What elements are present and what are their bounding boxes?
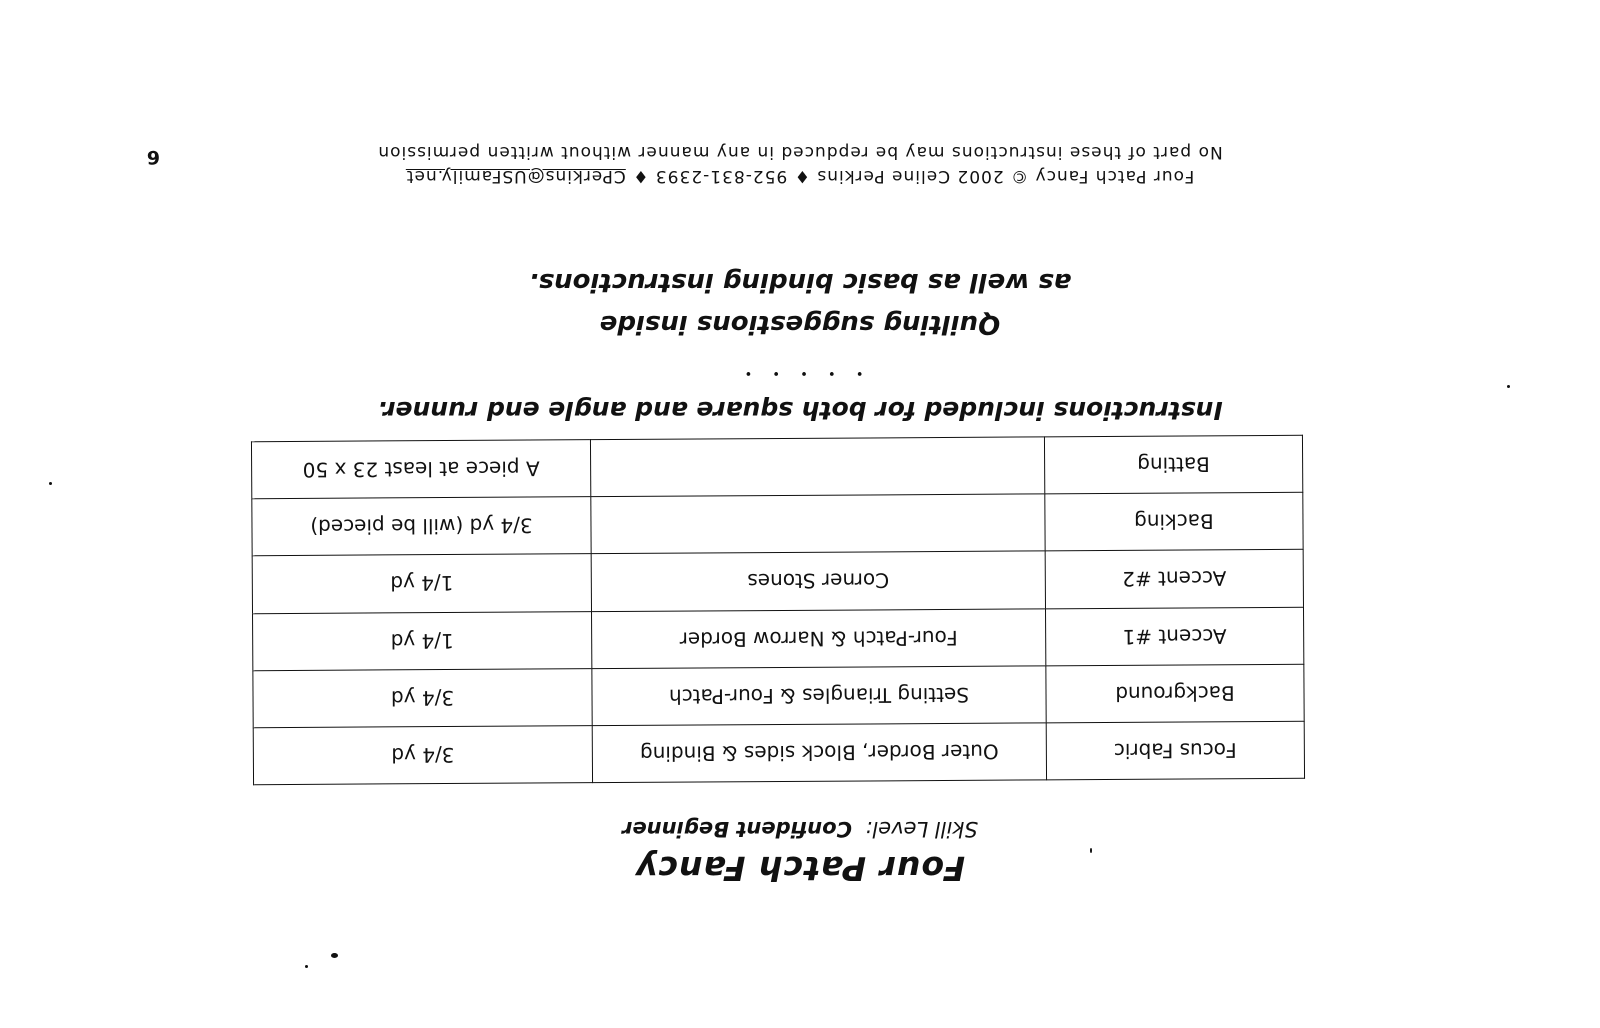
materials-row-batting [251,435,1302,499]
fabric-use-cell: Setting Triangles & Four-Patch [592,666,1046,726]
scan-speck [1090,848,1092,853]
footer-bullet-1: ♦ [793,166,810,186]
skill-level-label: Skill Level: [865,817,978,841]
fabric-amount-cell: 1/4 yd [253,611,592,670]
page-number: 6 [146,146,160,168]
scan-speck [49,482,52,485]
footer-permission: No part of these instructions may be repduced in any manner without written permission [377,142,1223,162]
fabric-name-cell: Accent #2 [1045,550,1304,609]
fabric-name-cell: Background [1046,664,1305,723]
materials-table-body [251,435,1304,784]
fabric-amount-cell: 3/4 yd [253,668,592,727]
materials-row-backing [252,493,1303,557]
dot-separator: • • • • • [736,365,864,380]
materials-row-focus-fabric [253,721,1304,785]
materials-row-accent-2 [252,550,1303,614]
materials-row-background [253,664,1304,728]
fabric-name-cell: Backing [1045,493,1304,552]
footer-bullet-2: ♦ [632,166,649,186]
fabric-name-cell: Focus Fabric [1046,721,1305,780]
instructions-note: Instructions included for both square and angle end runner. [377,396,1223,425]
fabric-amount-cell: 3/4 yd [253,725,592,784]
materials-row-accent-1 [253,607,1304,671]
fabric-use-cell: Outer Border, Block sides & Binding [592,723,1046,783]
footer-email: CPerkins@USFamily.net [405,166,626,186]
skill-level-value: Confident Beginner [622,817,852,841]
scan-speck [1507,385,1510,388]
fabric-amount-cell: 3/4 yd (will be pieced) [252,497,591,556]
fabric-use-cell [591,494,1045,554]
fabric-use-cell: Four-Patch & Narrow Border [592,608,1046,668]
skill-level [0,817,1600,841]
quilting-suggestions-line-1: Quilting suggestions inside [599,309,1001,339]
fabric-name-cell: Batting [1044,435,1303,494]
quilting-suggestions-line-2: as well as basic binding instructions. [528,267,1072,297]
pattern-title: Four Patch Fancy [634,849,966,888]
footer-contact [0,166,1600,186]
scan-speck [305,965,308,968]
fabric-amount-cell: A piece at least 23 x 50 [251,440,590,499]
fabric-amount-cell: 1/4 yd [252,554,591,613]
materials-table [251,435,1305,785]
scan-speck [331,953,338,958]
footer-phone: 952-831-2393 [654,166,788,186]
fabric-use-cell: Corner Stones [591,551,1045,611]
fabric-use-cell [591,437,1045,497]
fabric-name-cell: Accent #1 [1045,607,1304,666]
footer-copyright: Four Patch Fancy © 2002 Celine Perkins [816,166,1195,186]
